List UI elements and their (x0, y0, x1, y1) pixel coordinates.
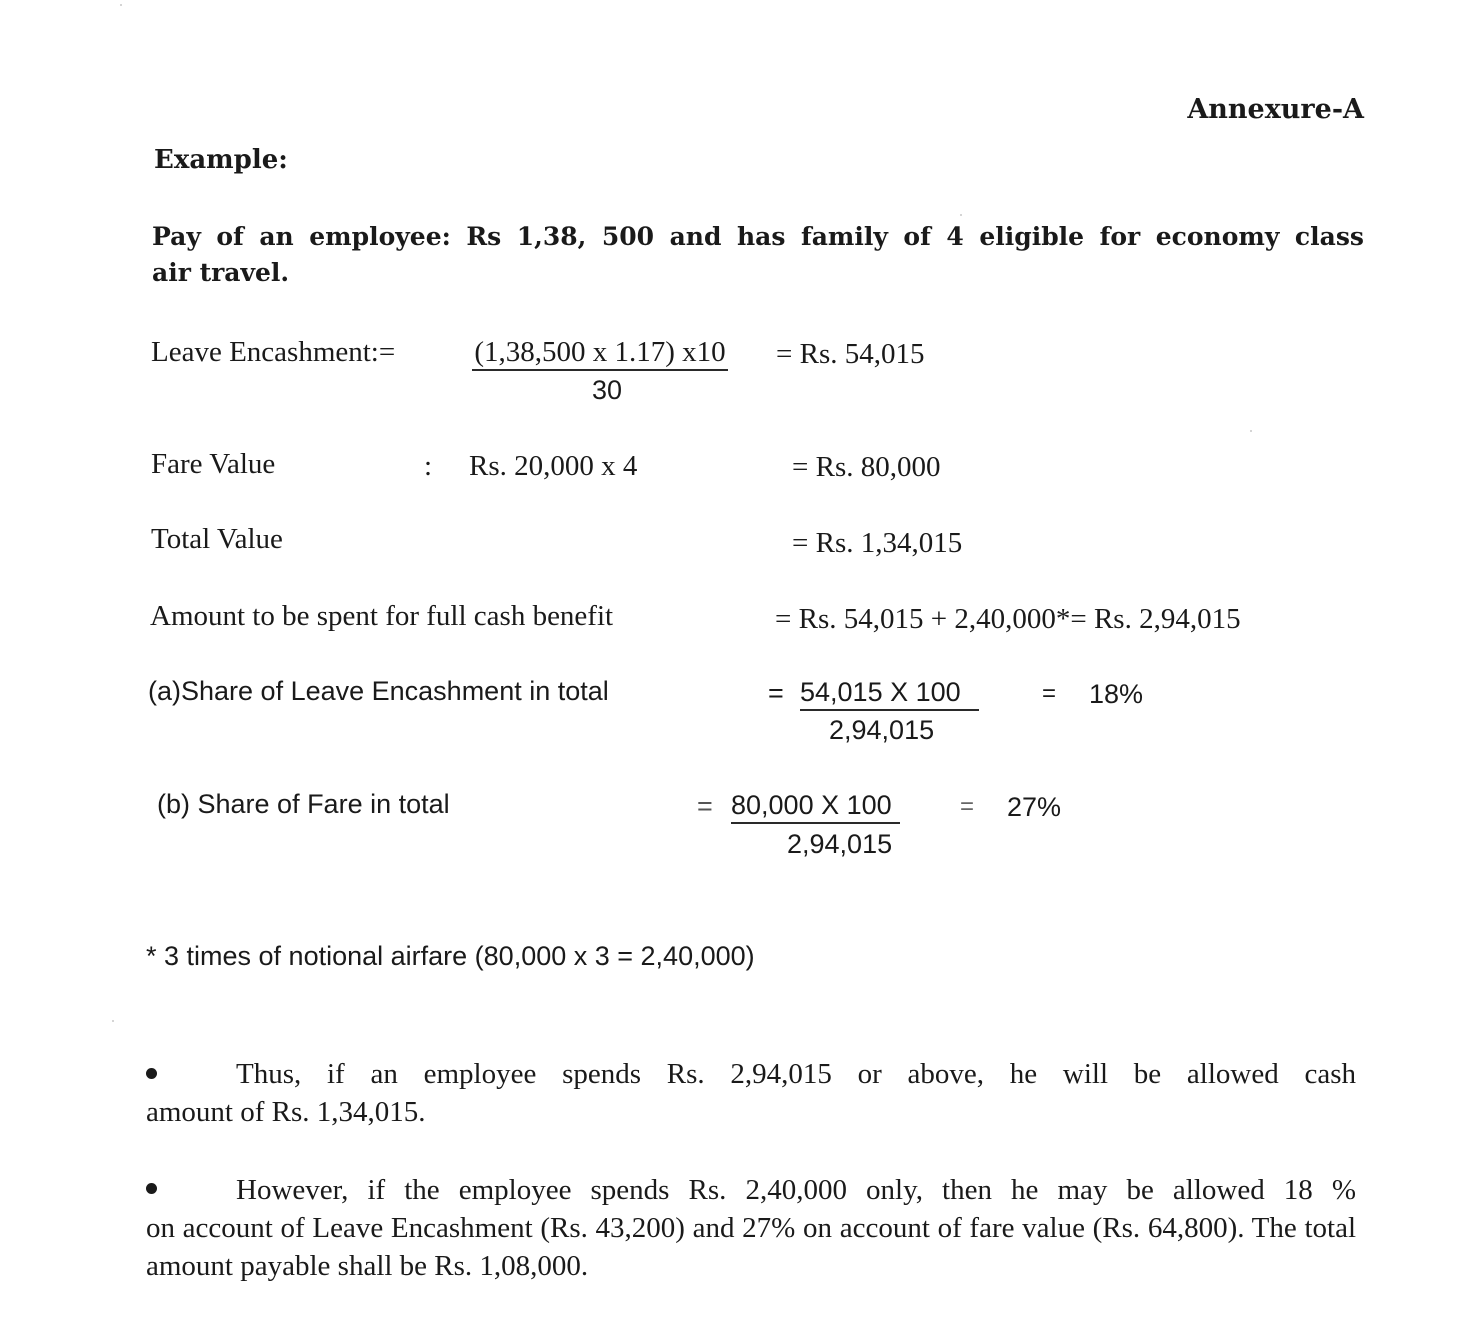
share-fare-numerator (731, 790, 929, 824)
share-leave-result: 18% (1089, 679, 1144, 709)
fraction-numerator: 54,015 X 100 (800, 677, 979, 711)
intro-line-1: Pay of an employee: Rs 1,38, 500 and has family of 4 eligible for economy class (152, 222, 1364, 251)
fare-value-colon: : (424, 450, 433, 482)
total-value-result: = Rs. 1,34,015 (792, 527, 963, 559)
footnote: * 3 times of notional airfare (80,000 x 3 = 2,40,000) (146, 941, 755, 971)
share-leave-denominator: 2,94,015 (829, 715, 935, 745)
bullet-2-rest: on account of Leave Encashment (Rs. 43,200) and 27% on account of fare value (Rs. 64,800). The total amount payable shall be Rs. 1,08,000. (146, 1212, 1356, 1282)
annexure-title: Annexure-A (1187, 94, 1364, 125)
share-leave-label: (a)Share of Leave Encashment in total (148, 676, 609, 706)
example-heading: Example: (154, 145, 288, 175)
share-fare-equals-2: = (960, 793, 975, 820)
total-value-label: Total Value (151, 523, 283, 555)
intro-line-2: air travel. (152, 258, 290, 287)
bullet-1-line-1: Thus, if an employee spends Rs. 2,94,015 or above, he will be allowed cash (236, 1058, 1356, 1090)
share-leave-numerator (800, 677, 1008, 711)
scan-speck (1250, 430, 1252, 432)
scan-speck (120, 4, 122, 6)
leave-encashment-numerator (452, 336, 748, 371)
share-leave-equals-2: = (1042, 680, 1057, 707)
bullet-2-line-1: However, if the employee spends Rs. 2,40,000 only, then he may be allowed 18 % (236, 1174, 1356, 1206)
scan-speck (112, 1020, 114, 1022)
leave-encashment-label: Leave Encashment:= (151, 336, 396, 368)
bullet-1-line-2: amount of Rs. 1,34,015. (146, 1096, 426, 1128)
leave-encashment-denominator: 30 (591, 375, 623, 405)
share-fare-label: (b) Share of Fare in total (157, 789, 450, 819)
fare-value-result: = Rs. 80,000 (792, 451, 941, 483)
fraction-numerator: 80,000 X 100 (731, 790, 900, 824)
share-fare-denominator: 2,94,015 (787, 829, 893, 859)
share-fare-result: 27% (1007, 792, 1062, 822)
share-fare-equals: = (697, 791, 713, 821)
amount-spent-label: Amount to be spent for full cash benefit (150, 600, 614, 632)
scan-speck (960, 214, 962, 216)
fare-value-expression: Rs. 20,000 x 4 (469, 450, 638, 482)
fare-value-label: Fare Value (151, 448, 276, 480)
fraction-numerator: (1,38,500 x 1.17) x10 (472, 336, 727, 371)
share-leave-equals: = (768, 678, 784, 708)
leave-encashment-result: = Rs. 54,015 (776, 338, 925, 370)
amount-spent-result: = Rs. 54,015 + 2,40,000*= Rs. 2,94,015 (775, 603, 1241, 635)
